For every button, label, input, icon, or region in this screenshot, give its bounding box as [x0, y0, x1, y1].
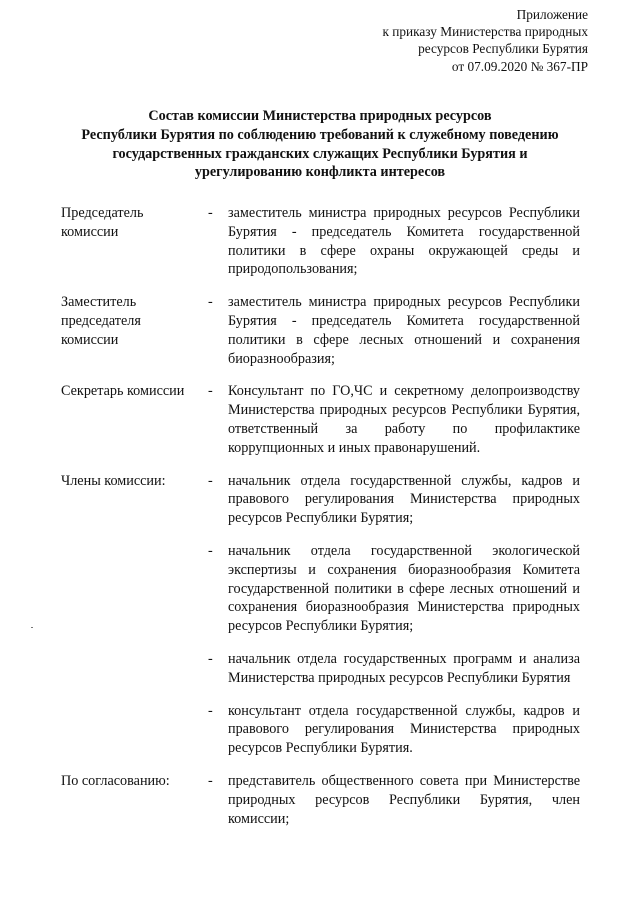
appendix-line: Приложение: [516, 7, 588, 22]
appendix-line: ресурсов Республики Бурятия: [418, 41, 588, 57]
role-items: [208, 472, 580, 758]
item-text: консультант отдела государственной службы, кадров и правового регулирования Министерства природных ресурсов Республики Бурятия.: [228, 702, 580, 757]
list-item: [208, 293, 580, 368]
list-item: [208, 650, 580, 688]
dash-marker: -: [208, 383, 213, 400]
role-items: [208, 204, 580, 279]
appendix-date: от 07.09.2020 № 367-ПР: [451, 58, 588, 74]
list-item: [208, 772, 580, 828]
role-items: [208, 772, 580, 828]
dash-marker: -: [208, 472, 213, 489]
title-line: Республики Бурятия по соблюдению требований к служебному поведению: [81, 126, 559, 143]
item-text: начальник отдела государственных программ и анализа Министерства природных ресурсов Республики Бурятия: [228, 650, 580, 686]
commission-row-chairman: [0, 204, 640, 279]
document-title: [40, 107, 600, 182]
commission-row-deputy: [0, 293, 640, 368]
title-line: урегулированию конфликта интересов: [194, 164, 446, 181]
dash-marker: -: [208, 702, 213, 719]
item-text: Консультант по ГО,ЧС и секретному делопроизводству Министерства природных ресурсов Республики Бурятия, ответственный за работу по профилактике коррупционных и иных правонарушений.: [228, 383, 580, 456]
commission-row-secretary: [0, 382, 640, 457]
item-text: начальник отдела государственной службы, кадров и правового регулирования Министерства природных ресурсов Республики Бурятия;: [228, 472, 580, 527]
role-items: [208, 293, 580, 368]
appendix-line: к приказу Министерства природных: [382, 24, 588, 40]
role-label: Председатель комиссии: [61, 205, 144, 240]
commission-list: [0, 204, 640, 842]
scan-speck: [31, 627, 33, 628]
title-line: государственных гражданских служащих Республики Бурятия и: [112, 145, 528, 162]
list-item: [208, 542, 580, 636]
role-label: Члены комиссии:: [61, 472, 166, 489]
item-text: представитель общественного совета при Министерстве природных ресурсов Республики Бурятия, член комиссии;: [228, 772, 580, 827]
dash-marker: -: [208, 772, 213, 789]
item-text: начальник отдела государственной экологической экспертизы и сохранения биоразнообразия Комитета государственной политики в сфере лесных отношений и сохранения биоразнообразия Министерства природных ресурсов Республики Бурятия;: [228, 542, 580, 635]
commission-row-by-agreement: [0, 772, 640, 828]
list-item: [208, 702, 580, 758]
list-item: [208, 382, 580, 457]
commission-row-members: [0, 472, 640, 758]
role-label: Секретарь комиссии: [61, 383, 185, 400]
dash-marker: -: [208, 294, 213, 311]
dash-marker: -: [208, 205, 213, 221]
appendix-header: [382, 6, 588, 75]
title-line: Состав комиссии Министерства природных ресурсов: [148, 108, 492, 124]
dash-marker: -: [208, 542, 213, 559]
item-text: заместитель министра природных ресурсов Республики Бурятия - председатель Комитета государственной политики в сфере лесных отношений и сохранения биоразнообразия;: [228, 294, 580, 367]
list-item: [208, 472, 580, 528]
list-item: [208, 204, 580, 279]
role-items: [208, 382, 580, 457]
dash-marker: -: [208, 650, 213, 667]
item-text: заместитель министра природных ресурсов Республики Бурятия - председатель Комитета государственной политики в сфере охраны окружающей среды и природопользования;: [228, 205, 580, 278]
role-label: Заместитель председателя комиссии: [61, 294, 141, 348]
role-label: По согласованию:: [61, 772, 170, 789]
